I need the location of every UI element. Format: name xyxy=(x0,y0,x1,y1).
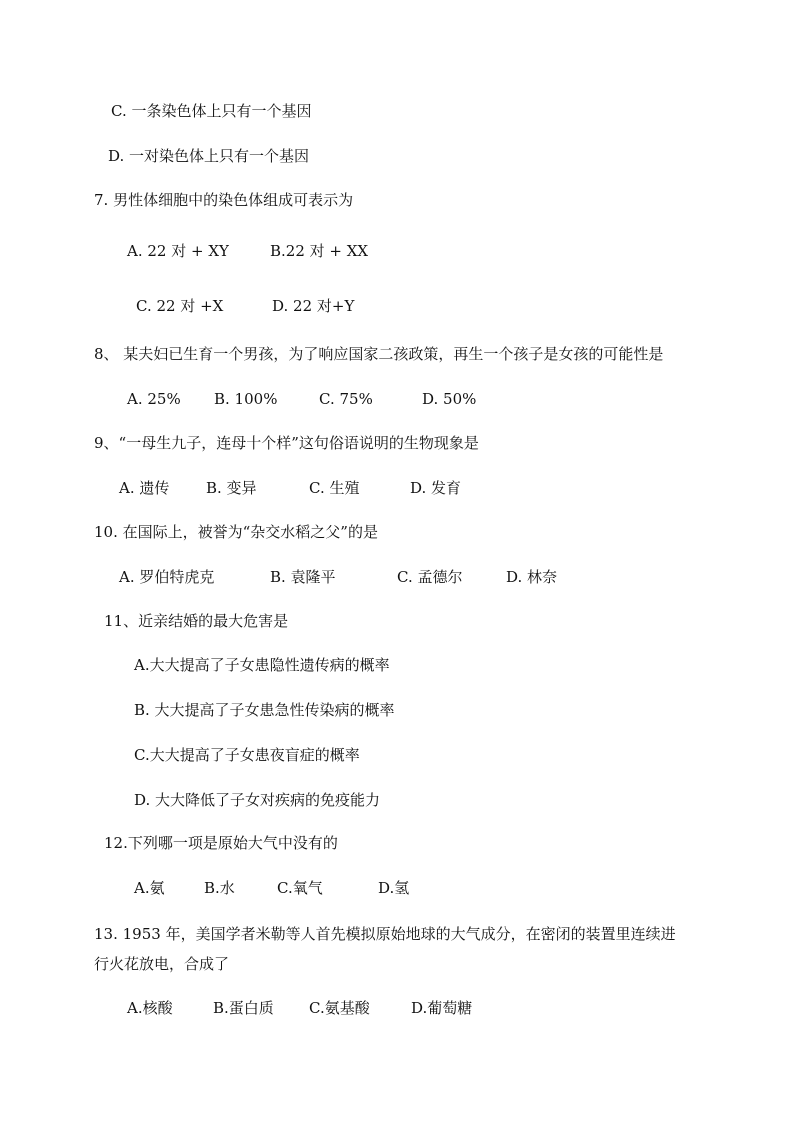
q11-option-b: B. 大大提高了子女患急性传染病的概率 xyxy=(134,701,395,719)
q7-option-a: A. 22 对 + XY xyxy=(127,242,229,260)
q10-option-d: D. 林奈 xyxy=(506,568,558,586)
q10-option-a: A. 罗伯特虎克 xyxy=(119,568,215,586)
q12-option-d: D.氢 xyxy=(378,879,410,897)
q8-option-a: A. 25% xyxy=(127,390,181,408)
q6-option-d: D. 一对染色体上只有一个基因 xyxy=(108,147,310,165)
q13-option-b: B.蛋白质 xyxy=(213,999,274,1017)
q10-option-c: C. 孟德尔 xyxy=(397,568,463,586)
q11-stem: 11、近亲结婚的最大危害是 xyxy=(104,612,289,630)
q7-option-d: D. 22 对+Y xyxy=(272,297,355,315)
q12-option-a: A.氨 xyxy=(134,879,165,897)
q13-option-a: A.核酸 xyxy=(127,999,173,1017)
q6-option-c: C. 一条染色体上只有一个基因 xyxy=(111,102,312,120)
q9-option-b: B. 变异 xyxy=(206,479,257,497)
q8-stem: 8、 某夫妇已生育一个男孩，为了响应国家二孩政策，再生一个孩子是女孩的可能性是 xyxy=(94,345,664,363)
q10-stem: 10. 在国际上，被誉为“杂交水稻之父”的是 xyxy=(94,523,378,541)
q13-option-d: D.葡萄糖 xyxy=(411,999,473,1017)
q10-option-b: B. 袁隆平 xyxy=(270,568,336,586)
q7-option-b: B.22 对 + XX xyxy=(270,242,369,260)
q11-option-d: D. 大大降低了子女对疾病的免疫能力 xyxy=(134,791,381,809)
q7-stem: 7. 男性体细胞中的染色体组成可表示为 xyxy=(94,191,354,209)
q9-option-d: D. 发育 xyxy=(410,479,462,497)
q11-option-a: A.大大提高了子女患隐性遗传病的概率 xyxy=(134,656,390,674)
q8-option-d: D. 50% xyxy=(422,390,477,408)
q12-stem: 12.下列哪一项是原始大气中没有的 xyxy=(104,834,338,852)
q9-option-c: C. 生殖 xyxy=(309,479,360,497)
q9-option-a: A. 遗传 xyxy=(119,479,170,497)
q13-stem-line-2: 行火花放电，合成了 xyxy=(94,955,230,973)
q12-option-c: C.氧气 xyxy=(277,879,323,897)
q7-option-c: C. 22 对 +X xyxy=(136,297,224,315)
q8-option-c: C. 75% xyxy=(319,390,373,408)
q13-option-c: C.氨基酸 xyxy=(309,999,370,1017)
q11-option-c: C.大大提高了子女患夜盲症的概率 xyxy=(134,746,360,764)
q12-option-b: B.水 xyxy=(204,879,235,897)
q8-option-b: B. 100% xyxy=(214,390,278,408)
q9-stem: 9、“一母生九子，连母十个样”这句俗语说明的生物现象是 xyxy=(94,434,479,452)
q13-stem-line-1: 13. 1953 年，美国学者米勒等人首先模拟原始地球的大气成分，在密闭的装置里连续进 xyxy=(94,925,676,943)
